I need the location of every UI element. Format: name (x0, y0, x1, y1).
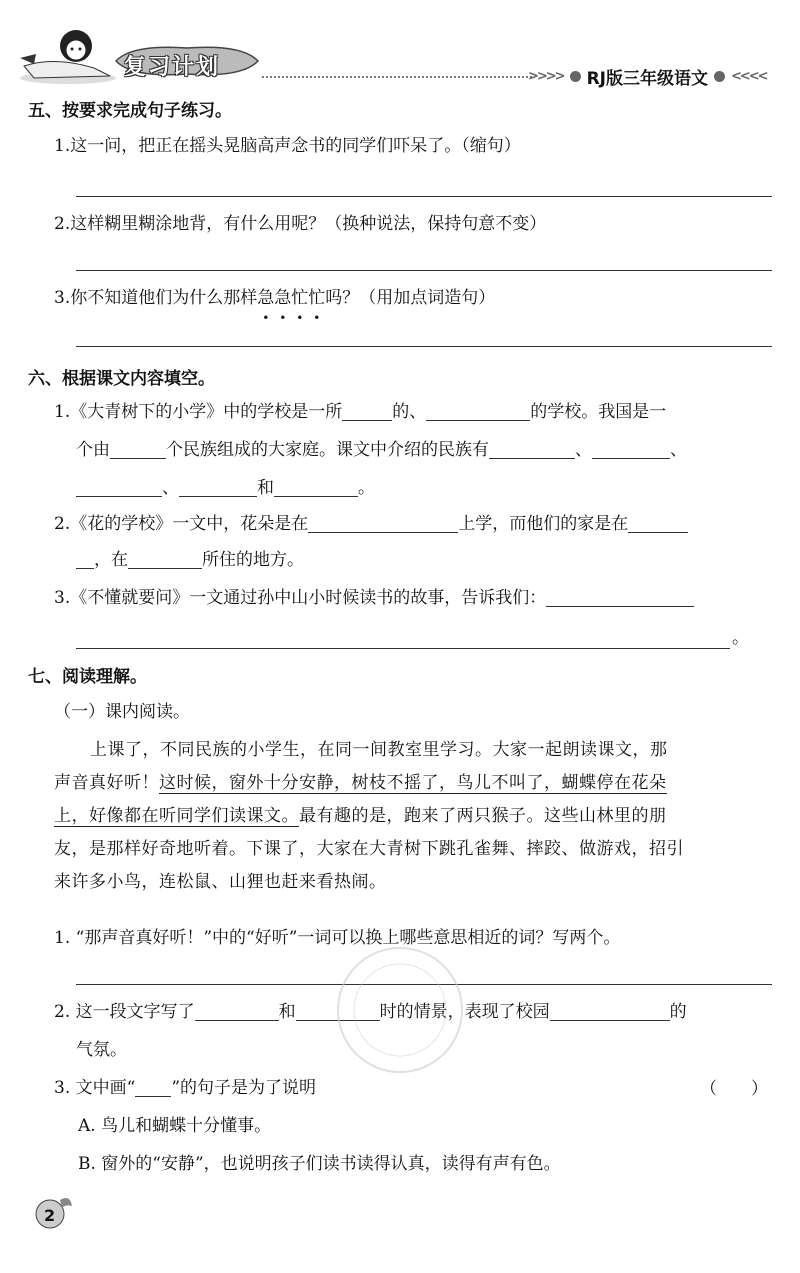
s6-q1-text: 和 (257, 478, 274, 498)
s6-q1-text: 1.《大青树下的小学》中的学校是一所 (54, 402, 343, 422)
s6-q1-line2 (76, 436, 687, 464)
fill-blank[interactable] (546, 586, 694, 607)
passage-line: 来许多小鸟，连松鼠、山狸也赶来看热闹。 (54, 872, 387, 892)
s5-question-2: 2.这样糊里糊涂地背，有什么用呢？（换种说法，保持句意不变） (54, 214, 547, 234)
s7-q2-line2: 气氛。 (76, 1040, 127, 1060)
book-title: RJ版三年级语文 (586, 68, 708, 89)
reading-girl-icon (14, 26, 122, 86)
passage-text: 最有趣的是，跑来了两只猴子。这些山林里的朋 (299, 806, 667, 826)
s7-q2-text: 的 (669, 1002, 687, 1022)
emphasized-char: 忙 (308, 288, 326, 308)
right-arrows: <<<< (731, 68, 767, 84)
section6-title: 六、根据课文内容填空。 (28, 369, 215, 389)
s7-q2-text: 和 (278, 1002, 296, 1022)
s6-q1-text: 个由 (76, 440, 110, 460)
s5-answer-line-1[interactable] (76, 196, 772, 197)
s7-subsection-title: （一）课内阅读。 (54, 702, 190, 722)
underlined-sentence: 上，好像都在听同学们读课文。 (54, 806, 299, 826)
fill-blank (135, 1076, 171, 1097)
s6-q1-line3 (76, 474, 375, 502)
s5-question-3 (54, 284, 495, 312)
fill-blank[interactable] (489, 438, 575, 459)
s7-q2-text: 时的情景，表现了校园 (379, 1002, 550, 1022)
fill-blank[interactable] (342, 400, 392, 421)
s6-q3-line1 (54, 584, 694, 612)
s7-q3 (54, 1074, 316, 1102)
fill-blank[interactable] (426, 400, 530, 421)
fill-blank[interactable] (274, 476, 358, 497)
section5-title: 五、按要求完成句子练习。 (28, 101, 232, 121)
s6-q2-text: 2.《花的学校》一文中，花朵是在 (54, 514, 309, 534)
s5-q3-text-before: 3.你不知道他们为什么那样 (54, 288, 258, 308)
fill-blank[interactable] (110, 438, 166, 459)
s6-q3-text: 3.《不懂就要问》一文通过孙中山小时候读书的故事，告诉我们： (54, 588, 547, 608)
page-header (0, 0, 800, 100)
s5-answer-line-2[interactable] (76, 270, 772, 271)
fill-blank[interactable] (76, 548, 94, 569)
fill-blank[interactable] (550, 1000, 670, 1021)
passage-text: 声音真好听！ (54, 773, 159, 793)
passage-line (54, 800, 774, 833)
s5-question-1: 1.这一问，把正在摇头晃脑高声念书的同学们吓呆了。（缩句） (54, 136, 521, 156)
s6-q1-line1 (54, 398, 666, 426)
s5-q3-text-after: 吗？（用加点词造句） (325, 288, 496, 308)
fill-blank[interactable] (628, 512, 688, 533)
banner-title: 复习计划 (124, 55, 221, 80)
s6-q1-text: 、 (575, 440, 592, 460)
s6-q2-line1 (54, 510, 688, 538)
header-divider (262, 76, 532, 78)
s6-q2-line2 (76, 546, 304, 574)
s6-q2-text: ，在 (94, 550, 128, 570)
fill-blank[interactable] (195, 1000, 279, 1021)
emphasized-char: 急 (274, 288, 292, 308)
s7-q3-text: 3. 文中画“ (54, 1078, 136, 1098)
passage-line: 上课了，不同民族的小学生，在同一间教室里学习。大家一起朗读课文，那 (90, 740, 668, 760)
s7-q3-text: ”的句子是为了说明 (171, 1078, 317, 1098)
s6-q2-text: 上学，而他们的家是在 (458, 514, 629, 534)
passage-line (54, 767, 774, 800)
fill-blank[interactable] (76, 476, 162, 497)
fill-blank[interactable] (592, 438, 670, 459)
s6-q1-text: 的、 (392, 402, 427, 422)
bullet-dot-icon (570, 71, 581, 82)
s5-answer-line-3[interactable] (76, 346, 772, 347)
s7-q2-text: 2. 这一段文字写了 (54, 1002, 195, 1022)
s7-q3-answer-paren[interactable]: （ ） (700, 1079, 768, 1099)
s6-q3-period: 。 (732, 628, 749, 648)
book-title-group (528, 62, 767, 90)
s6-q1-text: 。 (358, 478, 375, 498)
s6-q1-text: 的学校。我国是一 (530, 402, 667, 422)
left-arrows: >>>> (528, 68, 564, 84)
bullet-dot-icon (714, 71, 725, 82)
page-number: 2 (44, 1206, 56, 1225)
fill-blank[interactable] (179, 476, 257, 497)
emphasized-char: 忙 (291, 288, 309, 308)
emphasized-char: 急 (257, 288, 275, 308)
review-plan-banner (112, 42, 262, 80)
s6-q1-text: 、 (162, 478, 179, 498)
section7-title: 七、阅读理解。 (28, 667, 147, 687)
watermark-stamp-icon (310, 940, 480, 1090)
fill-blank[interactable] (128, 548, 202, 569)
fill-blank[interactable] (308, 512, 458, 533)
s6-q1-text: 个民族组成的大家庭。课文中介绍的民族有 (166, 440, 489, 460)
s7-q3-option-a: A. 鸟儿和蝴蝶十分懂事。 (78, 1116, 272, 1136)
page-number-badge (30, 1190, 74, 1230)
passage-line: 友，是那样好奇地听着。下课了，大家在大青树下跳孔雀舞、摔跤、做游戏，招引 (54, 839, 684, 859)
s7-q3-option-b: B. 窗外的“安静”，也说明孩子们读书读得认真，读得有声有色。 (78, 1154, 561, 1174)
s7-question-1: 1. “那声音真好听！”中的“好听”一词可以换上哪些意思相近的词？写两个。 (54, 928, 621, 948)
s6-q3-answer-line[interactable] (76, 648, 730, 649)
s6-q2-text: 所住的地方。 (202, 550, 304, 570)
s6-q1-text: 、 (670, 440, 687, 460)
underlined-sentence: 这时候，窗外十分安静，树枝不摇了，鸟儿不叫了，蝴蝶停在花朵 (159, 773, 667, 793)
reading-passage (54, 734, 774, 899)
